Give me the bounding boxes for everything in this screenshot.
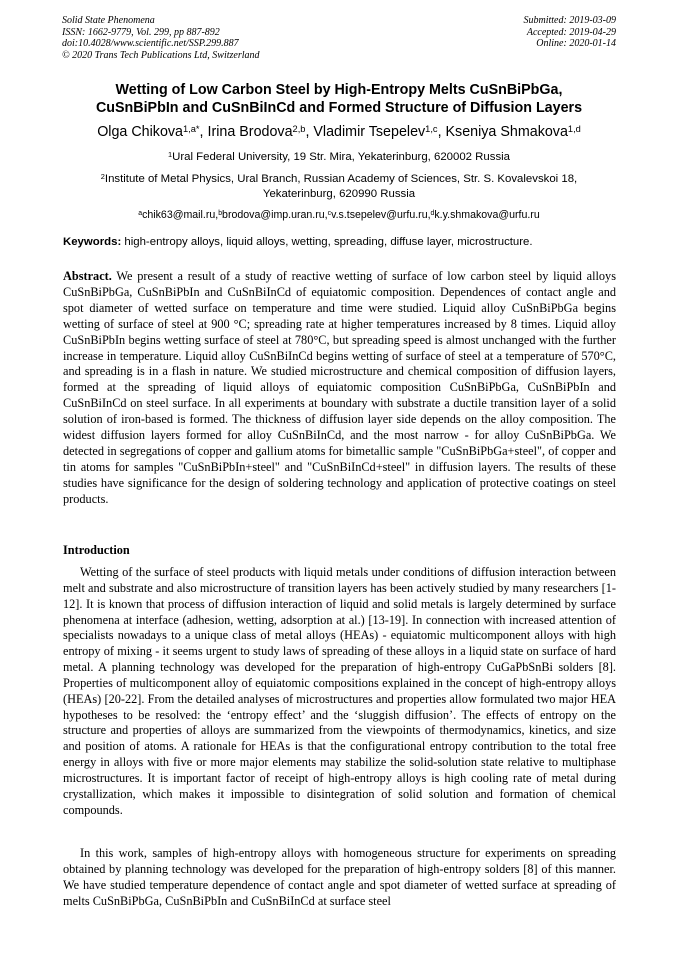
- affiliation-mark: 1: [168, 149, 173, 159]
- affiliation-text: Ural Federal University, 19 Str. Mira, Yekaterinburg, 620002 Russia: [172, 151, 510, 163]
- body-paragraph: In this work, samples of high-entropy alloys with homogeneous structure for experiments on spreading obtained by planning technology was developed for the preparation of high-entropy solders [8] of this manner. We have studied temperature dependence of contact angle and spot diameter of wetted surface at spreading of melts CuSnBiPbGa, CuSnBiPbIn and CuSnBiInCd at surface steel: [63, 846, 616, 908]
- email-mark: a: [138, 209, 143, 217]
- author-list: Olga Chikova$^{1,a*}$, Irina Brodova$^{2,b}$, Vladimir Tsepelev$^{1,c}$, Kseniya Shmakova$^{1,d}$: [97, 123, 581, 140]
- author-superscript: 1,c: [425, 123, 438, 134]
- dates-header: [524, 15, 617, 50]
- abstract-label: Abstract.: [63, 269, 112, 283]
- doi-link[interactable]: doi:10.4028/www.scientific.net/SSP.299.887: [62, 38, 239, 49]
- email-link[interactable]: chik63@mail.ru: [142, 209, 216, 221]
- author-name: Kseniya Shmakova: [445, 124, 568, 140]
- affiliation-mark: 2: [100, 171, 105, 181]
- abstract: [63, 269, 616, 508]
- author-name: Vladimir Tsepelev: [313, 124, 426, 140]
- keywords-text: high-entropy alloys, liquid alloys, wetting, spreading, diffuse layer, microstructure.: [121, 236, 533, 248]
- author-name: Irina Brodova: [207, 124, 293, 140]
- accepted-date: Accepted: 2019-04-29: [526, 26, 616, 38]
- title-line-2: CuSnBiPbIn and CuSnBiInCd and Formed Structure of Diffusion Layers: [95, 100, 583, 116]
- author-superscript: 2,b: [292, 123, 306, 134]
- affiliation-text: Yekaterinburg, 620990 Russia: [262, 188, 416, 200]
- affiliation-2: [50, 172, 628, 202]
- abstract-text: We present a result of a study of reactive wetting of surface of low carbon steel by liquid alloys CuSnBiPbGa, CuSnBiPbIn and CuSnBiInCd of equiatomic composition. Dependences of contact angle and spot diameter of wetted surface on temperature and time were studied. Liquid alloy CuSnBiPbGa begins wetting of surface of steel at 900 °C; spreading rate at higher temperatures increased by 8 times. Liquid alloy CuSnBiPbIn begins wetting surface of steel at 780°C, but spreading speed is almost unchanged with the further increase in temperature. Liquid alloy CuSnBiInCd begins wetting of surface of steel at a temperature of 570°C, and spreading is in a flash in nature. We studied microstructure and chemical composition of diffusion layers, formed at the spreading of liquid alloys of equiatomic composition CuSnBiPbGa, CuSnBiPbIn and CuSnBiInCd on steel surface. In all experiments at boundary with substrate a ductile transition layer of a solid solution of iron-based is formed. The thickness of diffusion layer side depends on the alloy composition. The widest diffusion layers formed for alloy CuSnBiInCd, and the most narrow - for alloy CuSnBiPbGa. We detected in segregations of copper and gallium atoms for bimetallic sample "CuSnBiPbGa+steel", of copper and tin atoms for samples "CuSnBiPbIn+steel" and "CuSnBiInCd+steel" in diffusion layers. The results of these studies have significance for the design of soldering technology and application of protective coatings on steel products.: [63, 269, 616, 506]
- email-mark: c: [327, 209, 332, 217]
- affiliation-1: [50, 150, 628, 165]
- email-link[interactable]: v.s.tsepelev@urfu.ru: [331, 209, 428, 221]
- email-link[interactable]: k.y.shmakova@urfu.ru: [434, 209, 540, 221]
- email-list: $^a$chik63@mail.ru,$^b$brodova@imp.uran.ru,$^c$v.s.tsepelev@urfu.ru,$^d$k.y.shmakova@urfu.ru: [138, 209, 540, 221]
- online-date: Online: 2020-01-14: [536, 38, 616, 49]
- email-mark: b: [218, 209, 223, 217]
- journal-name: Solid State Phenomena: [62, 15, 155, 26]
- email-link[interactable]: brodova@imp.uran.ru: [222, 209, 325, 221]
- author-name: Olga Chikova: [97, 124, 184, 140]
- submitted-date: Submitted: 2019-03-09: [523, 15, 616, 26]
- email-mark: d: [430, 209, 435, 217]
- affiliation-text: Institute of Metal Physics, Ural Branch, Russian Academy of Sciences, Str. S. Kovalevskoi 18,: [104, 173, 578, 185]
- author-superscript: 1,d: [567, 123, 581, 134]
- paper-title: [40, 81, 638, 117]
- keywords: [63, 235, 623, 250]
- body-paragraph: Wetting of the surface of steel products with liquid metals under conditions of diffusion interaction between melt and substrate and also microstructure of transition layers has been actively studied by many researchers [1-12]. It is known that process of diffusion interaction of liquid and solid metals is largely determined by surface phenomena at interface (adhesion, wetting, adsorption at al.) [13-19]. In connection with increased attention of specialists nowadays to a unique class of metal alloys (HEAs) - equiatomic multicomponent alloys with high entropy of mixing - it seems urgent to study laws of spreading of these alloys in a liquid state on surface of hard metal. A planning technology was developed for the preparation of high-entropy CuGaPbSnBi solders [8]. Properties of multicomponent alloy of equiatomic compositions explained in the concept of high-entropy alloys (HEAs) [20-22]. From the detailed analyses of microstructures and properties allow formulated two major HEA hypotheses to be resolved: the ‘entropy effect’ and the ‘sluggish diffusion’. The effects of entropy on the structure and properties of alloys are summarized from the viewpoints of thermodynamics, kinetics, and size and position of atoms. A rationale for HEAs is that the configurational entropy contribution to the total free energy in alloys with five or more major elements may stabilize the solid-solution state relative to multiphase microstructures. It is important factor of receipt of high-entropy alloys is high cooling rate of metal during crystallization, which makes it impossible to disintegration of solid solution and formation of chemical compounds.: [63, 565, 616, 817]
- title-line-1: Wetting of Low Carbon Steel by High-Entropy Melts CuSnBiPbGa,: [115, 82, 563, 98]
- keywords-label: Keywords:: [63, 236, 122, 248]
- author-superscript: 1,a*: [183, 123, 200, 134]
- section-heading: Introduction: [63, 543, 130, 557]
- issn-line: ISSN: 1662-9779, Vol. 299, pp 887-892: [62, 26, 220, 38]
- copyright-line: © 2020 Trans Tech Publications Ltd, Switzerland: [62, 49, 260, 61]
- journal-header: [62, 15, 260, 61]
